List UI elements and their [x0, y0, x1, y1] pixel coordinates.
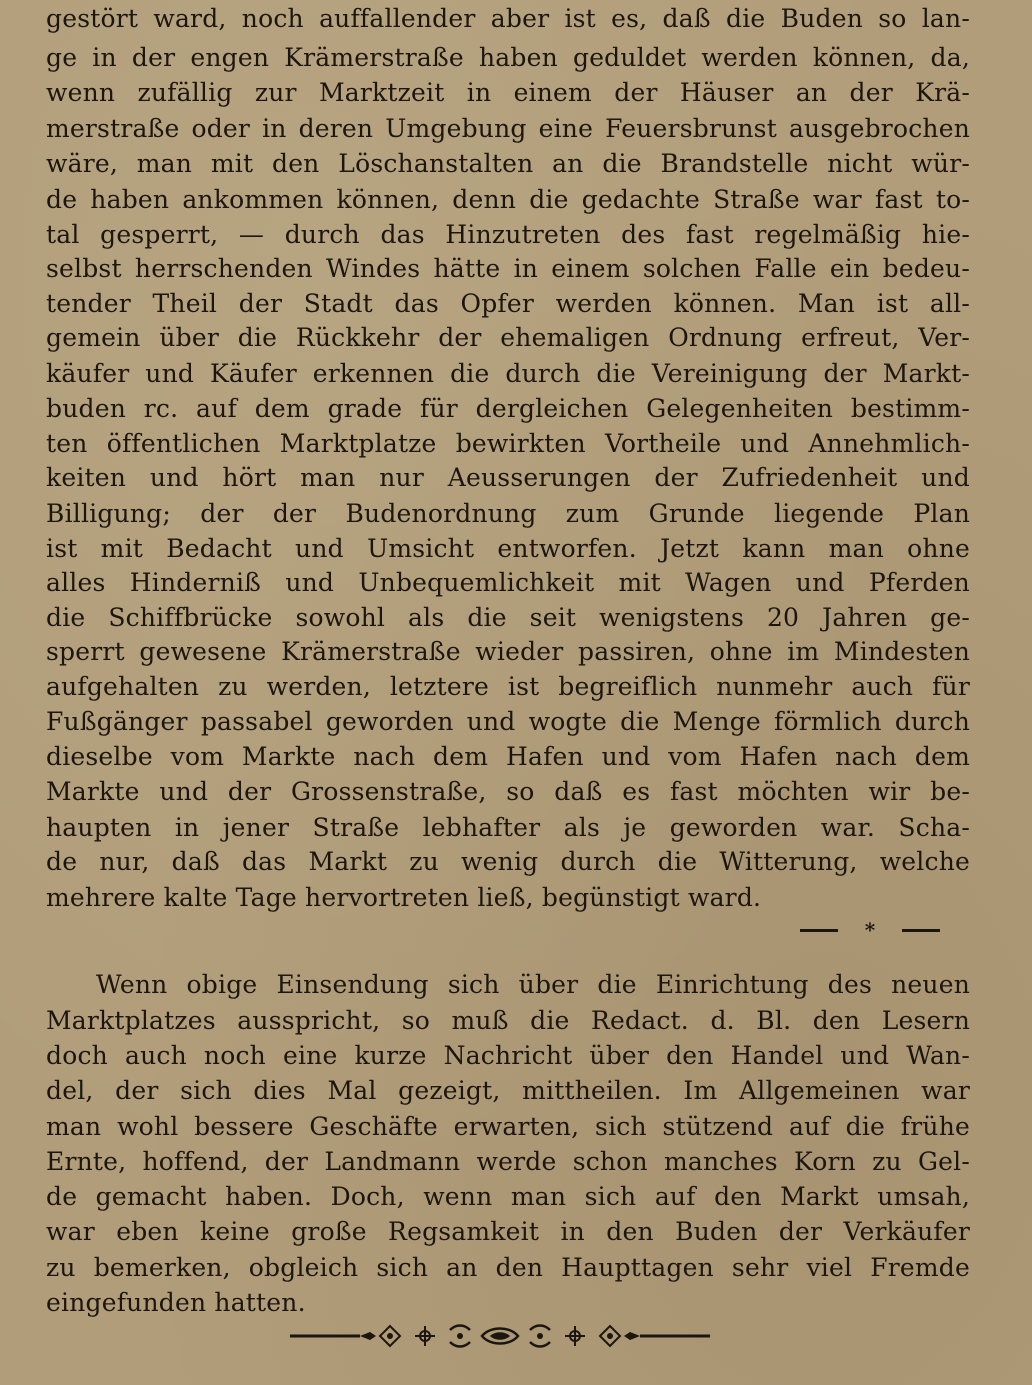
text-line: buden rc. auf dem grade für dergleichen Gelegenheiten bestimm-	[46, 394, 970, 423]
text-line: ge in der engen Krämerstraße haben geduldet werden können, da,	[46, 43, 970, 72]
text-line: aufgehalten zu werden, letztere ist begreiflich nunmehr auch für	[46, 672, 970, 701]
text-line: Fußgänger passabel geworden und wogte die Menge förmlich durch	[46, 707, 970, 736]
text-line: war eben keine große Regsamkeit in den Buden der Verkäufer	[46, 1217, 970, 1246]
text-line: tal gesperrt, — durch das Hinzutreten des fast regelmäßig hie-	[46, 220, 970, 249]
text-line: käufer und Käufer erkennen die durch die Vereinigung der Markt-	[46, 359, 970, 388]
text-line: wäre, man mit den Löschanstalten an die Brandstelle nicht wür-	[46, 149, 970, 178]
text-line: sperrt gewesene Krämerstraße wieder passiren, ohne im Mindesten	[46, 637, 970, 666]
text-line: de nur, daß das Markt zu wenig durch die Witterung, welche	[46, 847, 970, 876]
text-line: doch auch noch eine kurze Nachricht über den Handel und Wan-	[46, 1041, 970, 1070]
text-line: Billigung; der der Budenordnung zum Grunde liegende Plan	[46, 499, 970, 528]
section-separator	[800, 915, 940, 945]
text-line: de gemacht haben. Doch, wenn man sich auf den Markt umsah,	[46, 1182, 970, 1211]
text-line: wenn zufällig zur Marktzeit in einem der Häuser an der Krä-	[46, 78, 970, 107]
text-line: alles Hinderniß und Unbequemlichkeit mit Wagen und Pferden	[46, 568, 970, 597]
decorative-ornament-icon	[290, 1318, 710, 1354]
text-line: zu bemerken, obgleich sich an den Haupttagen sehr viel Fremde	[46, 1253, 970, 1282]
separator-dash-right	[902, 929, 940, 932]
text-line: ist mit Bedacht und Umsicht entworfen. Jetzt kann man ohne	[46, 534, 970, 563]
text-line: keiten und hört man nur Aeusserungen der Zufriedenheit und	[46, 463, 970, 492]
text-line: dieselbe vom Markte nach dem Hafen und vom Hafen nach dem	[46, 742, 970, 771]
text-line: haupten in jener Straße lebhafter als je geworden war. Scha-	[46, 813, 970, 842]
text-line: Ernte, hoffend, der Landmann werde schon manches Korn zu Gel-	[46, 1147, 970, 1176]
text-line: ten öffentlichen Marktplatze bewirkten Vortheile und Annehmlich-	[46, 429, 970, 458]
text-line: gemein über die Rückkehr der ehemaligen Ordnung erfreut, Ver-	[46, 323, 970, 352]
text-line: mehrere kalte Tage hervortreten ließ, begünstigt ward.	[46, 883, 762, 912]
separator-star: *	[864, 918, 876, 942]
text-line: Markte und der Grossenstraße, so daß es fast möchten wir be-	[46, 777, 970, 806]
text-line: selbst herrschenden Windes hätte in einem solchen Falle ein bedeu-	[46, 254, 970, 283]
separator-dash-left	[800, 929, 838, 932]
text-line: del, der sich dies Mal gezeigt, mittheilen. Im Allgemeinen war	[46, 1076, 970, 1105]
text-line: eingefunden hatten.	[46, 1288, 306, 1317]
text-line: gestört ward, noch auffallender aber ist es, daß die Buden so lan-	[46, 4, 970, 33]
text-line: man wohl bessere Geschäfte erwarten, sich stützend auf die frühe	[46, 1112, 970, 1141]
text-line: de haben ankommen können, denn die gedachte Straße war fast to-	[46, 185, 970, 214]
text-line: Wenn obige Einsendung sich über die Einrichtung des neuen	[96, 970, 970, 999]
text-line: die Schiffbrücke sowohl als die seit wenigstens 20 Jahren ge-	[46, 603, 970, 632]
text-line: merstraße oder in deren Umgebung eine Feuersbrunst ausgebrochen	[46, 114, 970, 143]
text-line: Marktplatzes ausspricht, so muß die Redact. d. Bl. den Lesern	[46, 1006, 970, 1035]
text-line: tender Theil der Stadt das Opfer werden können. Man ist all-	[46, 289, 970, 318]
